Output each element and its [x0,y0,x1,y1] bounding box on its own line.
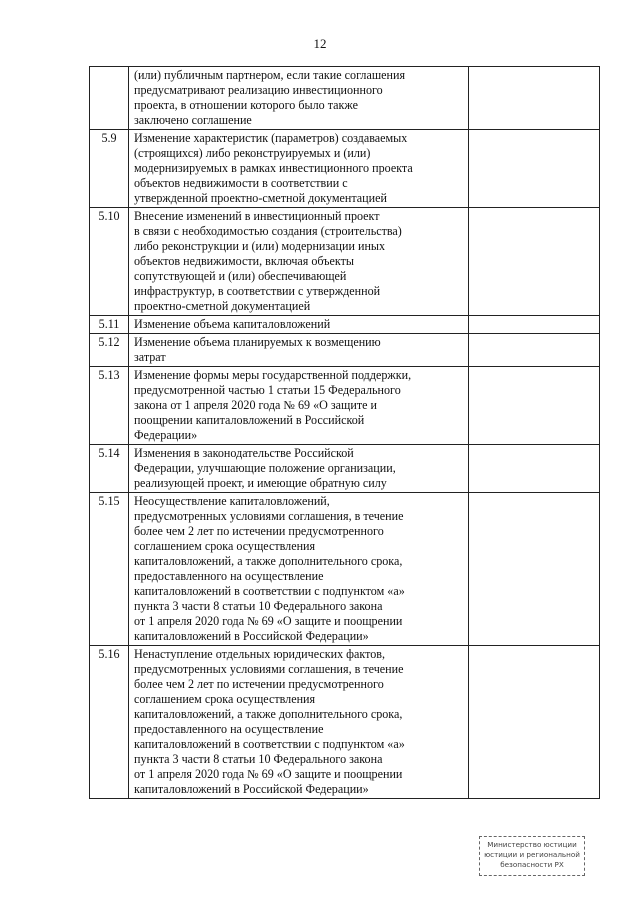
table-body [90,67,600,799]
item-description [129,130,469,208]
item-description [129,646,469,799]
empty-cell [469,334,600,367]
description-line: предусмотренных условиями соглашения, в течение [134,662,404,676]
description-line: Внесение изменений в инвестиционный проект [134,209,380,223]
table-row [90,334,600,367]
item-number: 5.15 [90,493,129,646]
description-line: реализующей проект, и имеющие обратную силу [134,476,387,490]
description-line: капиталовложений, а также дополнительного срока, [134,707,403,721]
description-line: соглашением срока осуществления [134,539,316,553]
item-description [129,67,469,130]
description-line: предусмотренных условиями соглашения, в течение [134,509,404,523]
item-number: 5.9 [90,130,129,208]
stamp-line: юстиции и региональной [484,850,580,859]
table-row [90,445,600,493]
item-description [129,334,469,367]
description-line: от 1 апреля 2020 года № 69 «О защите и поощрении [134,767,403,781]
item-description [129,493,469,646]
description-line: предоставленного на осуществление [134,722,324,736]
description-line: пункта 3 части 8 статьи 10 Федерального закона [134,752,383,766]
description-line: предоставленного на осуществление [134,569,324,583]
table-row [90,493,600,646]
description-line: предусмотренной частью 1 статьи 15 Федерального [134,383,401,397]
item-description [129,316,469,334]
description-line: сопутствующей и (или) обеспечивающей [134,269,347,283]
description-line: пункта 3 части 8 статьи 10 Федерального закона [134,599,383,613]
description-line: капиталовложений, а также дополнительного срока, [134,554,403,568]
description-line: (или) публичным партнером, если такие соглашения [134,68,406,82]
item-number [90,67,129,130]
stamp-line: безопасности РХ [500,860,564,869]
table-row [90,67,600,130]
description-line: Изменение характеристик (параметров) создаваемых [134,131,408,145]
table-row [90,316,600,334]
description-line: объектов недвижимости, включая объекты [134,254,355,268]
description-line: Неосуществление капиталовложений, [134,494,330,508]
description-line: более чем 2 лет по истечении предусмотренного [134,677,384,691]
empty-cell [469,208,600,316]
item-description [129,208,469,316]
description-line: проекта, в отношении которого было также [134,98,358,112]
description-line: соглашением срока осуществления [134,692,316,706]
description-line: модернизируемых в рамках инвестиционного проекта [134,161,413,175]
empty-cell [469,130,600,208]
description-line: от 1 апреля 2020 года № 69 «О защите и поощрении [134,614,403,628]
empty-cell [469,445,600,493]
item-number: 5.16 [90,646,129,799]
empty-cell [469,316,600,334]
description-line: капиталовложений в Российской Федерации» [134,782,369,796]
description-line: поощрении капиталовложений в Российской [134,413,365,427]
description-line: затрат [134,350,166,364]
description-line: инфраструктур, в соответствии с утвержденной [134,284,381,298]
table-row [90,208,600,316]
description-line: утвержденной проектно-сметной документацией [134,191,387,205]
empty-cell [469,493,600,646]
table-row [90,130,600,208]
description-line: капиталовложений в Российской Федерации» [134,629,369,643]
item-number: 5.11 [90,316,129,334]
description-line: Изменение формы меры государственной поддержки, [134,368,412,382]
description-line: капиталовложений в соответствии с подпунктом «а» [134,584,405,598]
description-line: либо реконструкции и (или) модернизации иных [134,239,386,253]
description-line: Изменения в законодательстве Российской [134,446,354,460]
description-line: предусматривают реализацию инвестиционного [134,83,383,97]
description-line: Изменение объема капиталовложений [134,317,331,331]
item-number: 5.13 [90,367,129,445]
empty-cell [469,367,600,445]
description-line: Федерации, улучшающие положение организации, [134,461,396,475]
description-line: более чем 2 лет по истечении предусмотренного [134,524,384,538]
description-line: Ненаступление отдельных юридических фактов, [134,647,385,661]
description-line: Федерации» [134,428,198,442]
empty-cell [469,67,600,130]
description-line: закона от 1 апреля 2020 года № 69 «О защите и [134,398,377,412]
description-line: (строящихся) либо реконструируемых и (или) [134,146,371,160]
description-line: заключено соглашение [134,113,252,127]
description-line: объектов недвижимости в соответствии с [134,176,348,190]
document-table [89,66,600,799]
item-number: 5.10 [90,208,129,316]
item-description [129,367,469,445]
table-row [90,646,600,799]
table-row [90,367,600,445]
description-line: капиталовложений в соответствии с подпунктом «а» [134,737,405,751]
item-description [129,445,469,493]
description-line: проектно-сметной документацией [134,299,311,313]
empty-cell [469,646,600,799]
stamp-line: Министерство юстиции [487,840,577,849]
ministry-stamp [479,836,585,876]
description-line: в связи с необходимостью создания (строительства) [134,224,402,238]
page-number: 12 [313,36,327,51]
item-number: 5.14 [90,445,129,493]
description-line: Изменение объема планируемых к возмещению [134,335,381,349]
item-number: 5.12 [90,334,129,367]
